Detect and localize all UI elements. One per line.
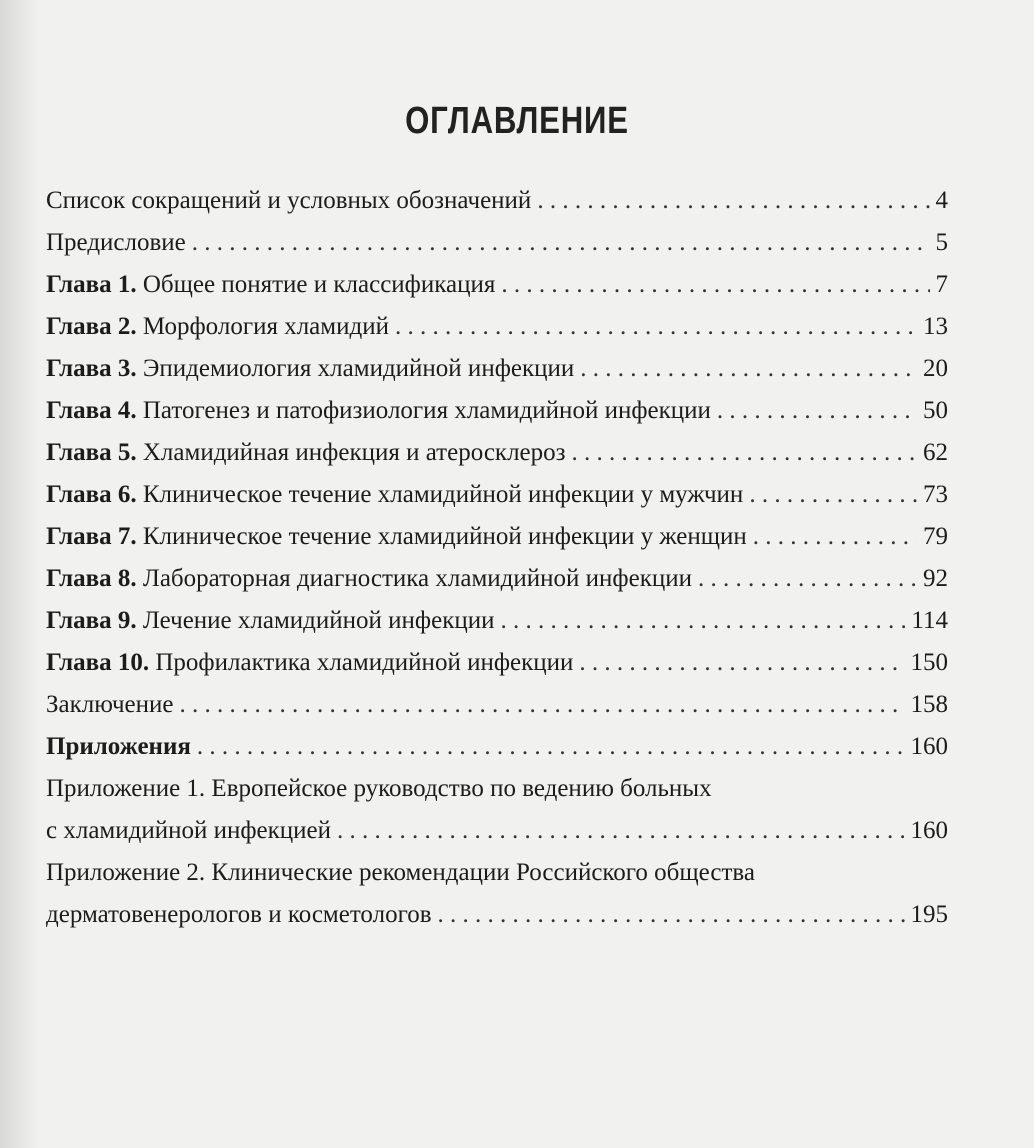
toc-entry-title-line-2: с хламидийной инфекцией [46,817,332,844]
toc-entry-appendix-2 [46,852,948,936]
toc-page-number: 20 [923,355,948,382]
toc-entry-title: Лечение хламидийной инфекции [136,607,495,634]
toc-entry-title: Общее понятие и классификация [136,271,496,298]
toc-entry-conclusion [46,684,948,726]
leader-dots [501,600,906,642]
leader-dots [579,642,904,684]
toc-entry-title: Клиническое течение хламидийной инфекции у мужчин [136,481,744,508]
toc-entry-chapter-6 [46,474,948,516]
toc-entry-title: Эпидемиология хламидийной инфекции [136,355,575,382]
leader-dots [337,810,904,852]
toc-entry-title: Предисловие [46,229,186,256]
toc-entry-abbreviations [46,180,948,222]
leader-dots [438,894,905,936]
leader-dots [192,222,930,264]
toc-chapter-label: Глава 2. [46,313,137,340]
toc-section-label: Приложения [46,733,191,760]
toc-page-number: 114 [911,607,948,634]
table-of-contents [46,180,948,936]
leader-dots [537,180,929,222]
toc-chapter-label: Глава 5. [46,439,137,466]
toc-page-number: 50 [923,397,948,424]
toc-chapter-label: Глава 9. [46,607,137,634]
toc-entry-chapter-1 [46,264,948,306]
leader-dots [572,432,917,474]
leader-dots [180,684,905,726]
leader-dots [753,516,917,558]
toc-entry-chapter-3 [46,348,948,390]
toc-chapter-label: Глава 3. [46,355,137,382]
toc-entry-title: Список сокращений и условных обозначений [46,187,532,214]
leader-dots [197,726,905,768]
toc-entry-chapter-7 [46,516,948,558]
toc-page-number: 73 [923,481,948,508]
toc-entry-title-line-1: Приложение 2. Клинические рекомендации Российского общества [46,859,755,886]
leader-dots [395,306,917,348]
toc-chapter-label: Глава 8. [46,565,137,592]
toc-page-number: 79 [923,523,948,550]
toc-entry-title-line-1: Приложение 1. Европейское руководство по ведению больных [46,775,712,802]
toc-entry-appendix-1 [46,768,948,852]
leader-dots [580,348,917,390]
toc-entry-title-line-2: дерматовенерологов и косметологов [46,901,432,928]
toc-page-number: 92 [923,565,948,592]
toc-entry-title: Лабораторная диагностика хламидийной инфекции [136,565,692,592]
toc-entry-title: Клиническое течение хламидийной инфекции у женщин [136,523,747,550]
toc-page-number: 7 [935,271,948,298]
toc-entry-title: Патогенез и патофизиология хламидийной инфекции [136,397,711,424]
toc-entry-chapter-9 [46,600,948,642]
toc-page-number: 4 [935,187,948,214]
toc-page-number: 158 [910,691,948,718]
leader-dots [717,390,917,432]
toc-page-number: 195 [910,901,948,928]
toc-chapter-label: Глава 1. [46,271,137,298]
toc-entry-appendices [46,726,948,768]
toc-chapter-label: Глава 7. [46,523,137,550]
toc-chapter-label: Глава 10. [46,649,150,676]
toc-page-number: 150 [910,649,948,676]
page-edge-shadow [0,0,40,1148]
leader-dots [698,558,917,600]
toc-entry-chapter-4 [46,390,948,432]
toc-chapter-label: Глава 4. [46,397,137,424]
toc-entry-title: Заключение [46,691,174,718]
leader-dots [749,474,917,516]
page-title: ОГЛАВЛЕНИЕ [405,100,629,142]
toc-entry-chapter-8 [46,558,948,600]
toc-page-number: 160 [910,733,948,760]
toc-entry-chapter-2 [46,306,948,348]
toc-chapter-label: Глава 6. [46,481,137,508]
toc-entry-chapter-10 [46,642,948,684]
toc-entry-title: Хламидийная инфекция и атеросклероз [136,439,566,466]
toc-entry-chapter-5 [46,432,948,474]
toc-entry-title: Морфология хламидий [136,313,389,340]
toc-page-number: 13 [923,313,948,340]
toc-entry-title: Профилактика хламидийной инфекции [149,649,574,676]
leader-dots [501,264,929,306]
toc-entry-preface [46,222,948,264]
toc-page-number: 5 [935,229,948,256]
toc-page-number: 160 [910,817,948,844]
toc-page-number: 62 [923,439,948,466]
